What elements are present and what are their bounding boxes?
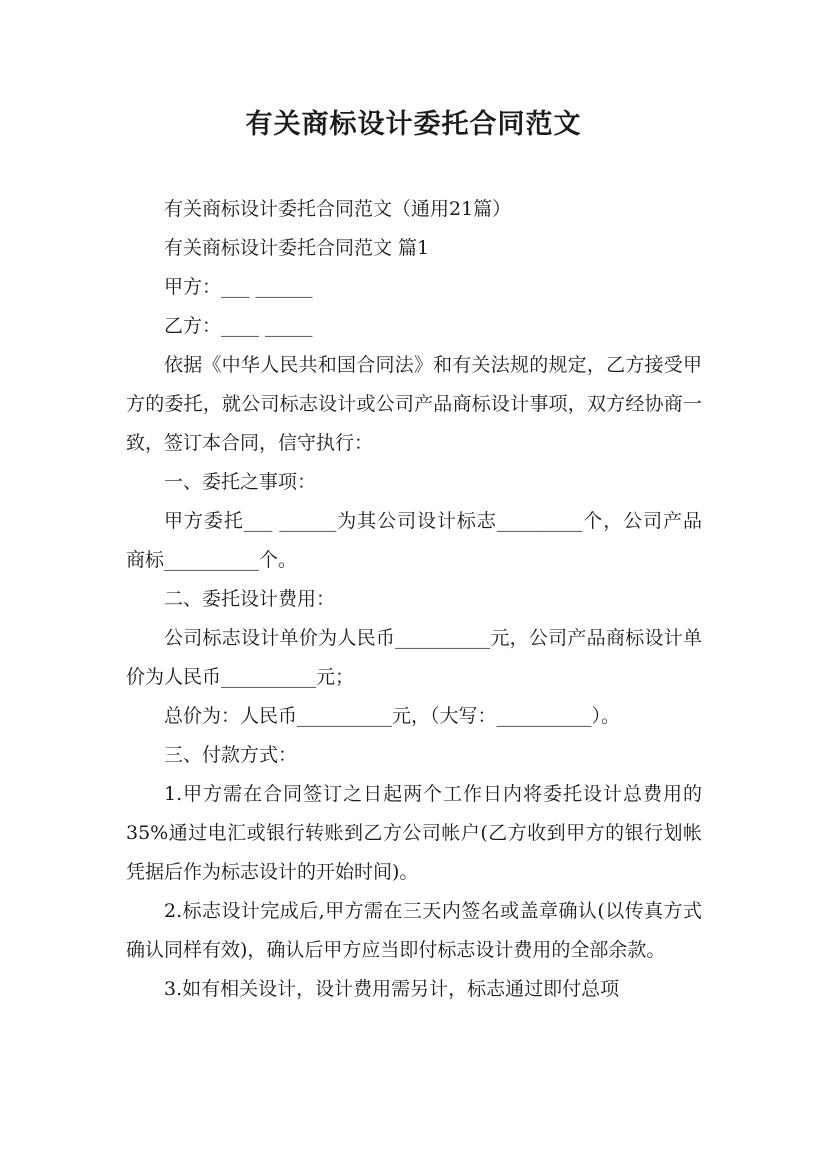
paragraph-clause-3-item-2: 2.标志设计完成后,甲方需在三天内签名或盖章确认(以传真方式确认同样有效)，确认后甲方应当即付标志设计费用的全部余款。 [126, 900, 702, 961]
paragraph-clause-3-heading: 三、付款方式： [164, 744, 298, 766]
paragraph-clause-3-item-3: 3.如有相关设计，设计费用需另计，标志通过即付总项 [164, 978, 620, 1000]
paragraph-preamble: 依据《中华人民共和国合同法》和有关法规的规定，乙方接受甲方的委托，就公司标志设计或公司产品商标设计事项，双方经协商一致，签订本合同，信守执行： [126, 354, 702, 454]
paragraph-party-a: 甲方：___ ______ [164, 276, 313, 298]
paragraph-clause-2-heading: 二、委托设计费用： [164, 588, 336, 610]
paragraph-clause-3-item-1: 1.甲方需在合同签订之日起两个工作日内将委托设计总费用的35%通过电汇或银行转账到乙方公司帐户(乙方收到甲方的银行划帐凭据后作为标志设计的开始时间)。 [126, 783, 702, 883]
document-title: 有关商标设计委托合同范文 [245, 109, 582, 140]
paragraph-section-heading: 有关商标设计委托合同范文 篇1 [164, 237, 430, 259]
document-body [126, 190, 702, 1009]
paragraph-clause-1-body: 甲方委托___ ______为其公司设计标志_________个，公司产品商标__________个。 [126, 510, 702, 571]
paragraph-subtitle: 有关商标设计委托合同范文（通用21篇） [164, 198, 512, 220]
paragraph-party-b: 乙方：____ _____ [164, 315, 313, 337]
paragraph-clause-2-unit-price: 公司标志设计单价为人民币__________元，公司产品商标设计单价为人民币__________元； [126, 627, 702, 688]
paragraph-clause-2-total: 总价为：人民币__________元，（大写：__________）。 [164, 705, 621, 727]
paragraph-clause-1-heading: 一、委托之事项： [164, 471, 317, 493]
